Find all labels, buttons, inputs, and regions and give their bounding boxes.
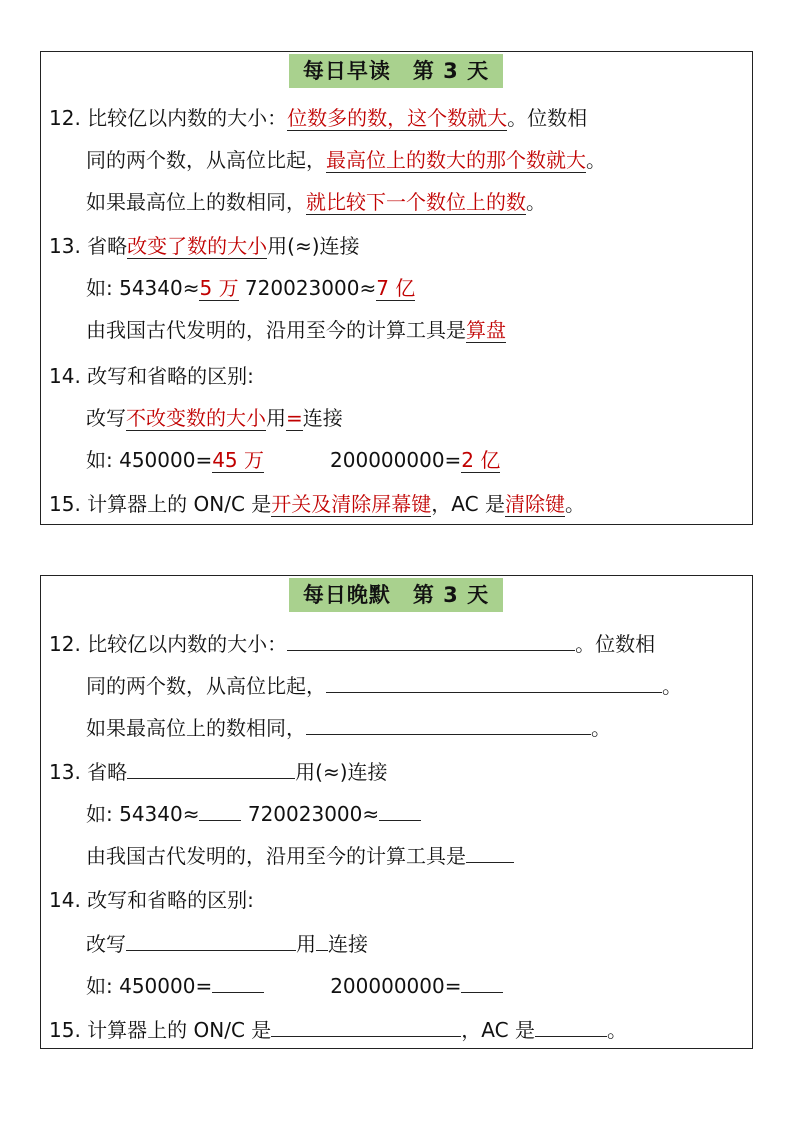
e-q14-line-1	[49, 886, 254, 914]
e-q12-end-2: 。	[662, 674, 682, 698]
q14-rw-prefix: 改写	[86, 406, 126, 430]
e-q15-blank-1[interactable]	[271, 1014, 461, 1037]
e-q12-line-3	[86, 712, 611, 742]
e-q14-number: 14.	[49, 888, 81, 912]
e-q12-mid-3: 如果最高位上的数相同，	[86, 716, 306, 740]
q13-suffix: 用(≈)连接	[267, 234, 360, 258]
q14-ex-mid: 200000000=	[330, 448, 462, 472]
e-q12-blank-3[interactable]	[306, 712, 591, 735]
e-q13-suffix: 用(≈)连接	[295, 760, 388, 784]
e-q12-prefix: 比较亿以内数的大小：	[87, 632, 288, 656]
e-q13-line-1	[49, 756, 388, 786]
q14-ex-answer-1: 45 万	[212, 448, 265, 472]
e-q14-ex-blank-2[interactable]	[461, 970, 503, 993]
e-q15-end: 。	[606, 1018, 627, 1042]
q14-rewrite	[86, 404, 343, 432]
q14-line-1	[49, 362, 254, 390]
e-q13-blank-1[interactable]	[127, 756, 295, 779]
q15-end: 。	[564, 492, 585, 516]
e-q14-text: 改写和省略的区别:	[87, 888, 254, 912]
e-q13-tool-prefix: 由我国古代发明的，沿用至今的计算工具是	[86, 844, 466, 868]
e-q13-tool-blank[interactable]	[466, 840, 514, 863]
q13-tool-answer: 算盘	[466, 318, 506, 342]
e-q13-ex-prefix: 如: 54340≈	[86, 802, 200, 826]
e-q15-mid: ，AC 是	[461, 1018, 535, 1042]
e-q13-ex-blank-1[interactable]	[199, 798, 241, 821]
q13-line-1	[49, 232, 360, 260]
e-q15-blank-2[interactable]	[535, 1014, 607, 1037]
e-q14-rw-blank[interactable]	[126, 928, 296, 951]
q12-line-1	[49, 104, 587, 132]
e-q14-rw-suffix: 连接	[328, 932, 368, 956]
evening-dictation-box	[40, 575, 753, 1049]
q15-answer-1: 开关及清除屏幕键	[271, 492, 432, 516]
e-q12-blank-1[interactable]	[287, 628, 575, 651]
q14-number: 14.	[49, 364, 81, 388]
e-q13-ex-mid: 720023000≈	[241, 802, 380, 826]
e-q13-number: 13.	[49, 760, 81, 784]
q14-ex-prefix: 如: 450000=	[86, 448, 213, 472]
q13-tool	[86, 316, 506, 344]
e-q12-number: 12.	[49, 632, 81, 656]
q14-rw-suffix: 连接	[302, 406, 343, 430]
e-q15-prefix: 计算器上的 ON/C 是	[87, 1018, 272, 1042]
q12-answer-1: 位数多的数，这个数就大	[287, 106, 508, 130]
q12-end-3: 。	[526, 190, 546, 214]
e-q14-rw-prefix: 改写	[86, 932, 126, 956]
q15-prefix: 计算器上的 ON/C 是	[87, 492, 272, 516]
e-q14-rewrite	[86, 928, 368, 958]
q12-answer-3: 就比较下一个数位上的数	[306, 190, 526, 214]
q13-number: 13.	[49, 234, 81, 258]
e-q13-prefix: 省略	[87, 760, 128, 784]
q12-answer-2: 最高位上的数大的那个数就大	[326, 148, 586, 172]
q13-answer-1: 改变了数的大小	[127, 234, 268, 258]
e-q14-symbol-blank[interactable]	[316, 928, 328, 951]
e-q14-rw-mid: 用	[296, 932, 316, 956]
q12-line-2	[86, 146, 606, 174]
q13-ex-answer-2: 7 亿	[376, 276, 416, 300]
q12-mid-1: 。位数相	[507, 106, 588, 130]
q13-ex-prefix: 如: 54340≈	[86, 276, 200, 300]
evening-title: 每日晚默 第 3 天	[289, 578, 503, 612]
q14-ex-answer-2: 2 亿	[461, 448, 501, 472]
e-q15-number: 15.	[49, 1018, 81, 1042]
e-q12-end-3: 。	[591, 716, 611, 740]
q14-rw-mid: 用	[266, 406, 286, 430]
e-q12-mid-1: 。位数相	[575, 632, 656, 656]
q12-line-3	[86, 188, 546, 216]
q14-text: 改写和省略的区别:	[87, 364, 254, 388]
e-q14-example	[86, 970, 503, 1000]
e-q13-ex-blank-2[interactable]	[379, 798, 421, 821]
q15-mid: ，AC 是	[431, 492, 505, 516]
q15-number: 15.	[49, 492, 81, 516]
q12-mid-2: 同的两个数，从高位比起，	[86, 148, 326, 172]
q12-number: 12.	[49, 106, 81, 130]
q13-tool-prefix: 由我国古代发明的，沿用至今的计算工具是	[86, 318, 466, 342]
e-q12-blank-2[interactable]	[326, 670, 662, 693]
e-q14-ex-prefix: 如: 450000=	[86, 974, 213, 998]
e-q14-ex-mid: 200000000=	[330, 974, 462, 998]
q14-rw-symbol: =	[286, 406, 303, 430]
q12-mid-3: 如果最高位上的数相同，	[86, 190, 306, 214]
q13-ex-mid: 720023000≈	[238, 276, 377, 300]
q13-example	[86, 274, 415, 302]
morning-reading-box	[40, 51, 753, 525]
morning-title: 每日早读 第 3 天	[289, 54, 503, 88]
e-q12-line-1	[49, 628, 655, 658]
q14-rw-answer: 不改变数的大小	[126, 406, 266, 430]
q12-end-2: 。	[586, 148, 606, 172]
q13-ex-answer-1: 5 万	[199, 276, 239, 300]
e-q13-example	[86, 798, 421, 828]
q15-answer-2: 清除键	[504, 492, 565, 516]
e-q12-line-2	[86, 670, 682, 700]
e-q15-line	[49, 1014, 627, 1044]
e-q14-ex-blank-1[interactable]	[212, 970, 264, 993]
e-q12-mid-2: 同的两个数，从高位比起，	[86, 674, 326, 698]
q12-prefix: 比较亿以内数的大小：	[87, 106, 288, 130]
q15-line	[49, 490, 585, 518]
q14-example	[86, 446, 500, 474]
q13-prefix: 省略	[87, 234, 128, 258]
e-q13-tool	[86, 840, 514, 870]
